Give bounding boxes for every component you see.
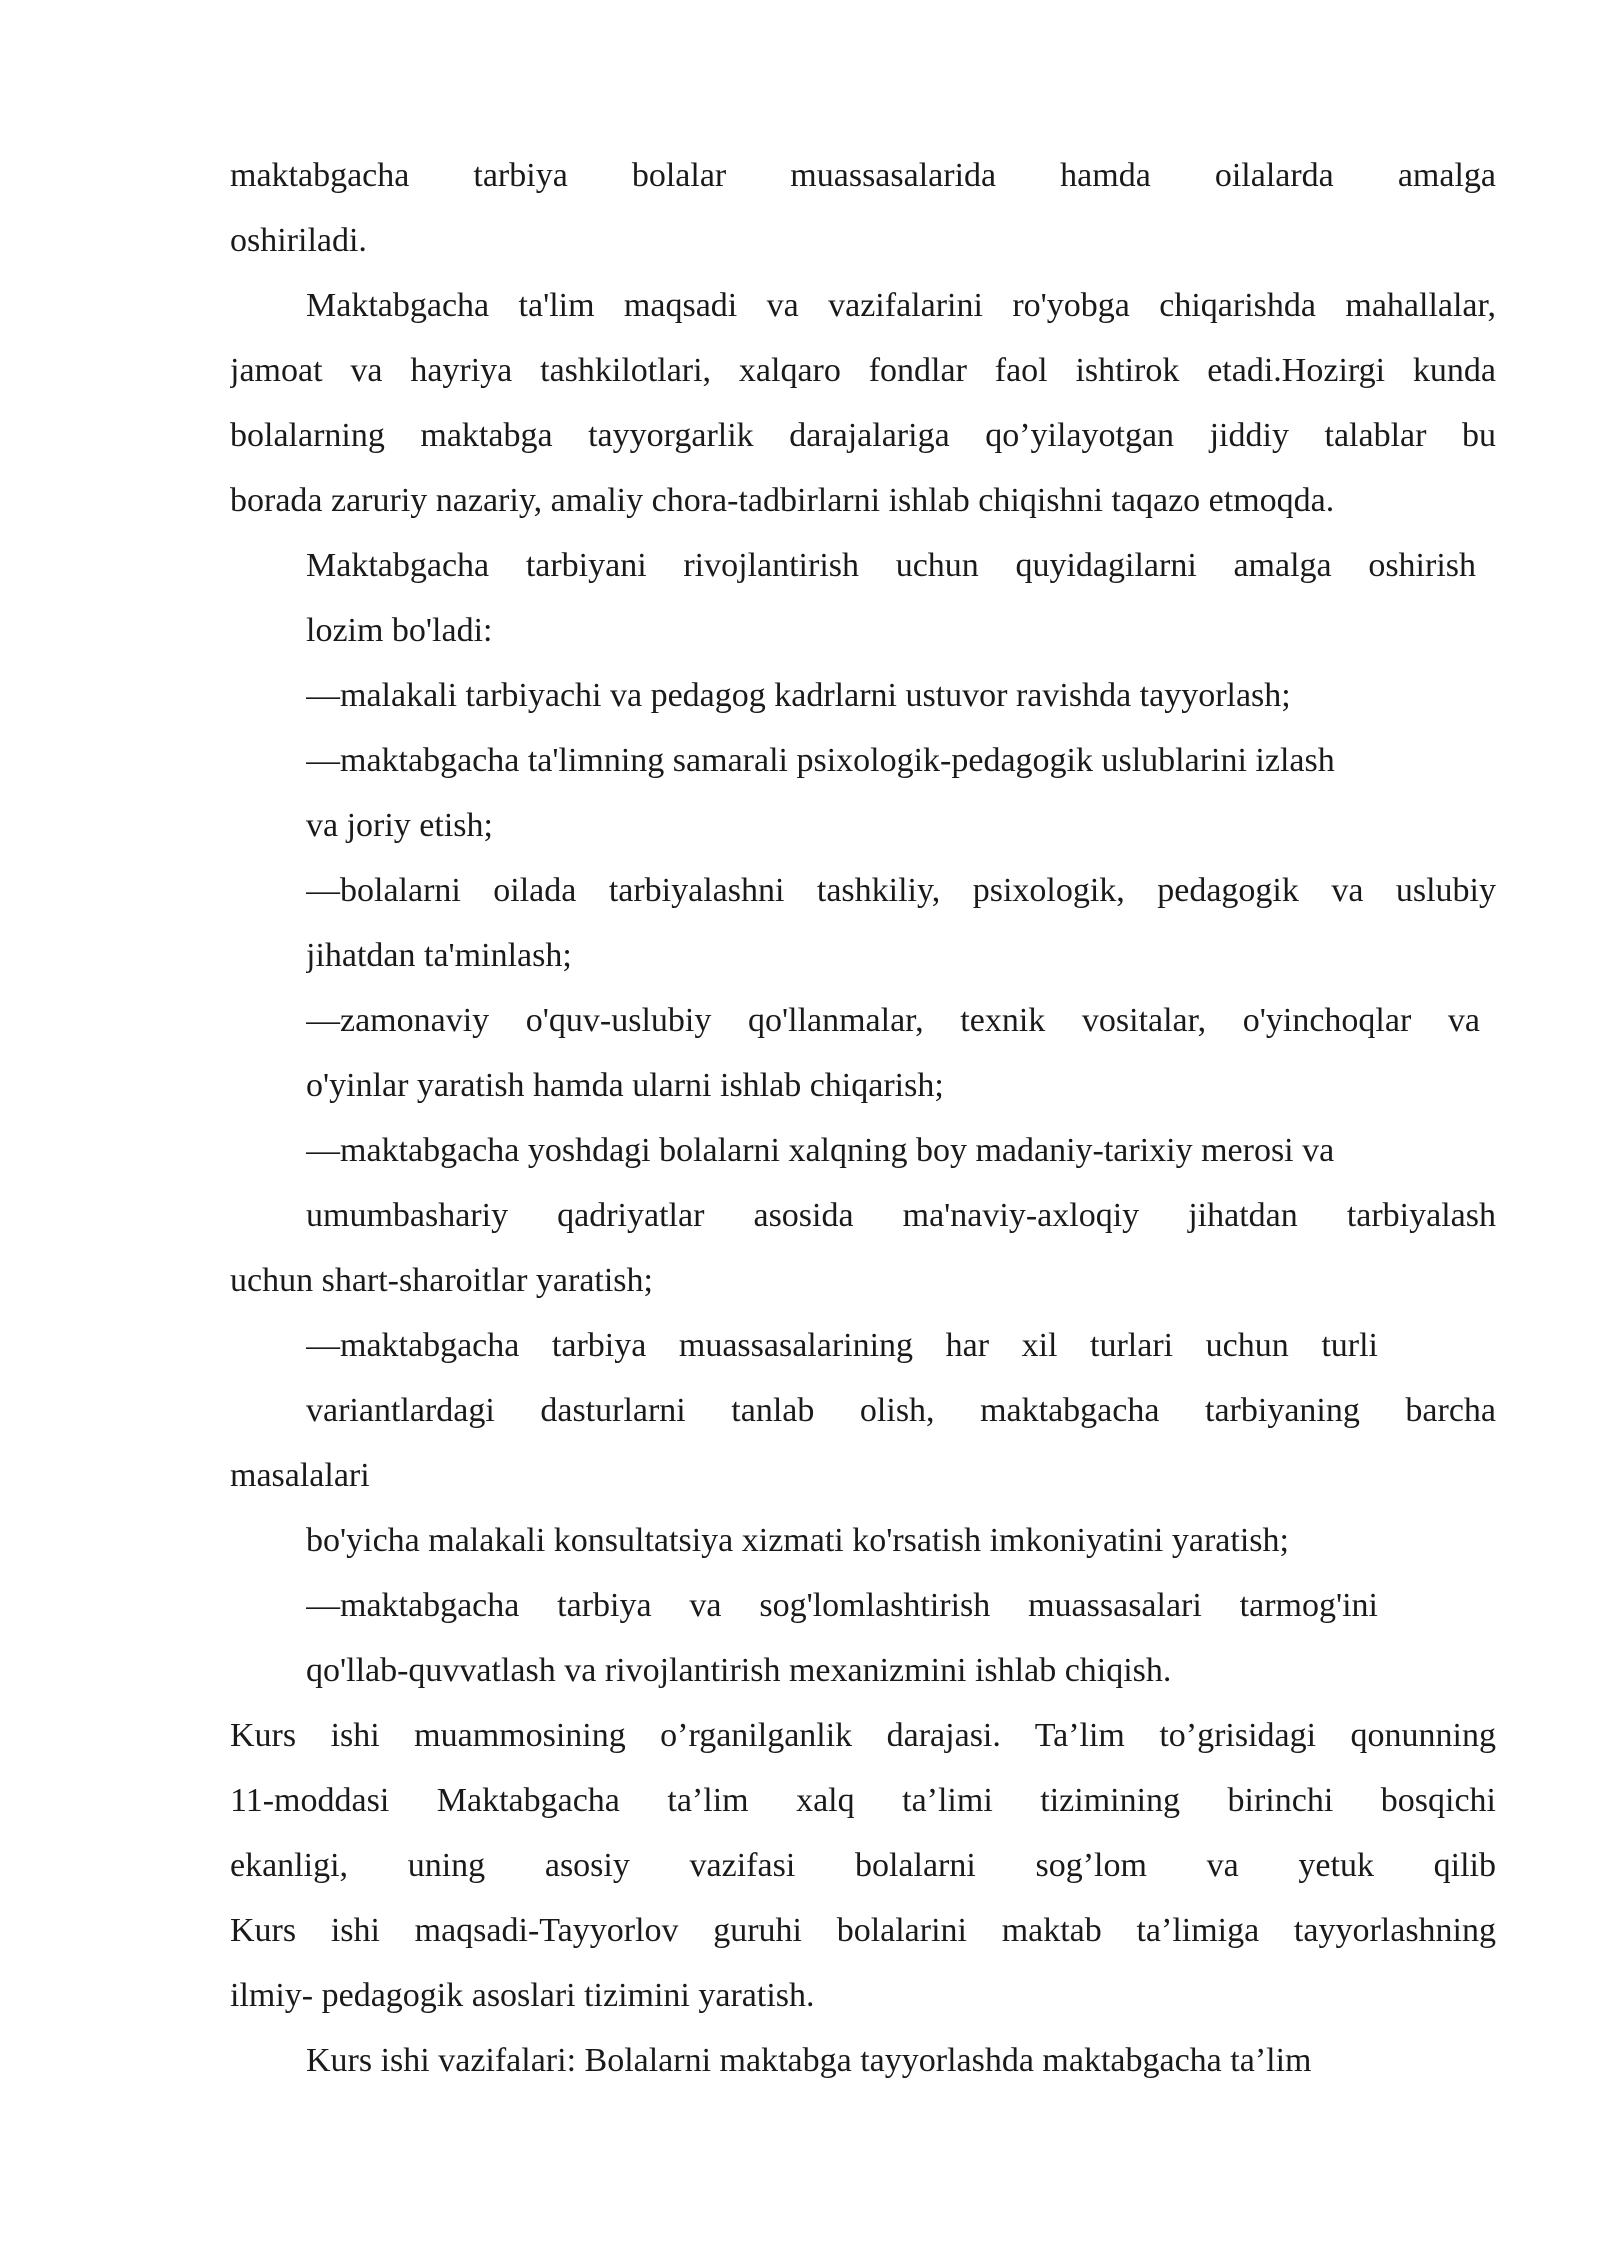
text-line: —maktabgacha yoshdagi bolalarni xalqning boy madaniy-tarixiy merosi va bbox=[306, 1132, 1335, 1169]
text-line: —malakali tarbiyachi va pedagog kadrlarni ustuvor ravishda tayyorlash; bbox=[306, 677, 1291, 714]
text-line: —maktabgacha ta'limning samarali psixologik-pedagogik uslublarini izlash bbox=[306, 742, 1335, 779]
text-line: —maktabgacha tarbiya muassasalarining har xil turlari uchun turli bbox=[306, 1327, 1378, 1364]
text-line: 11-moddasi Maktabgacha ta’lim xalq ta’limi tizimining birinchi bosqichi bbox=[230, 1782, 1496, 1819]
text-line: bolalarning maktabga tayyorgarlik darajalariga qo’yilayotgan jiddiy talablar bu bbox=[230, 417, 1496, 454]
text-line: —maktabgacha tarbiya va sog'lomlashtirish muassasalari tarmog'ini bbox=[306, 1587, 1378, 1624]
text-line: jihatdan ta'minlash; bbox=[306, 937, 572, 974]
text-line: Maktabgacha ta'lim maqsadi va vazifalarini ro'yobga chiqarishda mahallalar, bbox=[306, 287, 1496, 324]
text-line: masalalari bbox=[230, 1457, 370, 1494]
text-line: Kurs ishi vazifalari: Bolalarni maktabga tayyorlashda maktabgacha ta’lim bbox=[306, 2042, 1312, 2079]
text-line: Kurs ishi muammosining o’rganilganlik darajasi. Ta’lim to’grisidagi qonunning bbox=[230, 1717, 1496, 1754]
text-line: maktabgacha tarbiya bolalar muassasalarida hamda oilalarda amalga bbox=[230, 157, 1496, 194]
text-line: lozim bo'ladi: bbox=[306, 612, 493, 649]
text-line: o'yinlar yaratish hamda ularni ishlab chiqarish; bbox=[306, 1067, 944, 1104]
text-line: ilmiy- pedagogik asoslari tizimini yaratish. bbox=[230, 1977, 815, 2014]
text-line: —zamonaviy o'quv-uslubiy qo'llanmalar, texnik vositalar, o'yinchoqlar va bbox=[306, 1002, 1480, 1039]
text-line: oshiriladi. bbox=[230, 222, 367, 259]
text-line: qo'llab-quvvatlash va rivojlantirish mexanizmini ishlab chiqish. bbox=[306, 1652, 1172, 1689]
text-line: ekanligi, uning asosiy vazifasi bolalarni sog’lom va yetuk qilib bbox=[230, 1847, 1496, 1884]
text-line: Maktabgacha tarbiyani rivojlantirish uchun quyidagilarni amalga oshirish bbox=[306, 547, 1476, 584]
text-line: umumbashariy qadriyatlar asosida ma'naviy-axloqiy jihatdan tarbiyalash bbox=[306, 1197, 1496, 1234]
text-line: —bolalarni oilada tarbiyalashni tashkiliy, psixologik, pedagogik va uslubiy bbox=[306, 872, 1496, 909]
text-line: borada zaruriy nazariy, amaliy chora-tadbirlarni ishlab chiqishni taqazo etmoqda. bbox=[230, 482, 1335, 519]
text-line: va joriy etish; bbox=[306, 807, 493, 844]
text-line: variantlardagi dasturlarni tanlab olish, maktabgacha tarbiyaning barcha bbox=[306, 1392, 1496, 1429]
text-line: jamoat va hayriya tashkilotlari, xalqaro fondlar faol ishtirok etadi.Hozirgi kunda bbox=[230, 352, 1496, 389]
text-line: bo'yicha malakali konsultatsiya xizmati ko'rsatish imkoniyatini yaratish; bbox=[306, 1522, 1289, 1559]
text-line: uchun shart-sharoitlar yaratish; bbox=[230, 1262, 653, 1299]
text-line: Kurs ishi maqsadi-Tayyorlov guruhi bolalarini maktab ta’limiga tayyorlashning bbox=[230, 1912, 1496, 1949]
